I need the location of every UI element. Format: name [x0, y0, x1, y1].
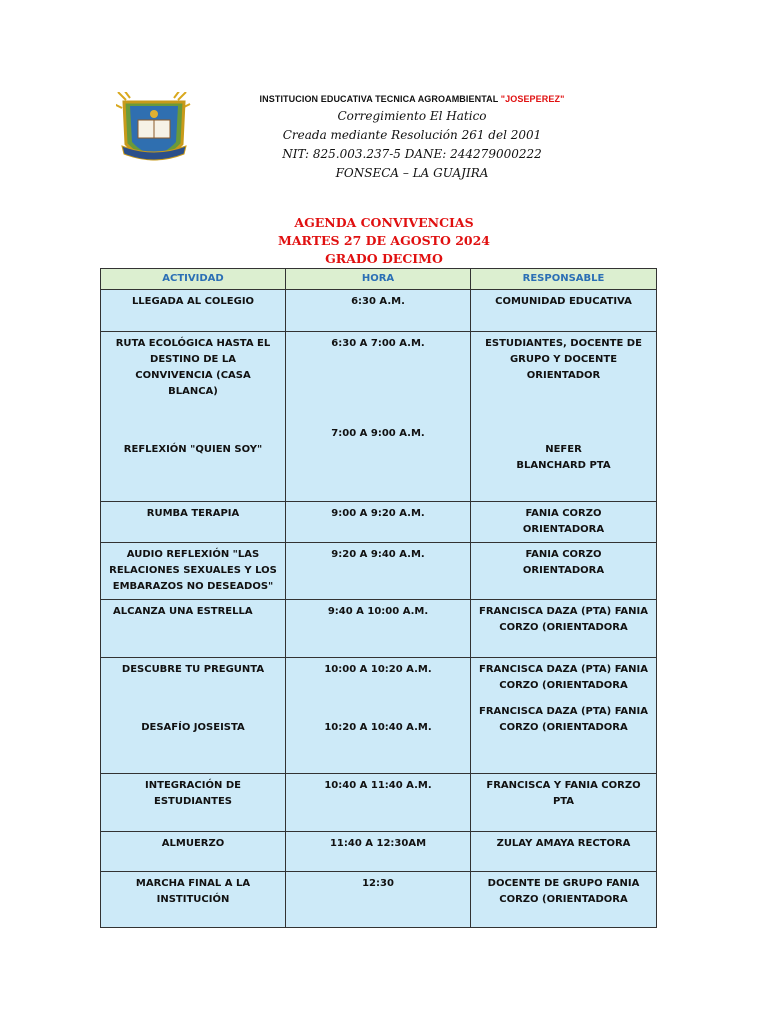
time-cell: 9:20 A 9:40 A.M. [286, 543, 471, 600]
activity-cell: INTEGRACIÓN DE ESTUDIANTES [101, 774, 286, 832]
time-cell: 12:30 [286, 872, 471, 928]
table-row [101, 502, 657, 543]
activity-cell [101, 658, 286, 774]
institution-name: "JOSEPEREZ" [500, 94, 565, 104]
table-row [101, 774, 657, 832]
time-cell: 6:30 A.M. [286, 290, 471, 332]
activity-text: DESCUBRE TU PREGUNTA [121, 664, 265, 675]
institution-prefix: INSTITUCION EDUCATIVA TECNICA AGROAMBIENTAL [259, 94, 501, 104]
responsible-cell: ZULAY AMAYA RECTORA [471, 832, 657, 872]
agenda-grade: GRADO DECIMO [325, 251, 443, 266]
activity-cell: RUMBA TERAPIA [101, 502, 286, 543]
responsible-text-2: NEFER BLANCHARD PTA [516, 444, 611, 471]
agenda-title: AGENDA CONVIVENCIAS [294, 215, 474, 230]
time-cell [286, 658, 471, 774]
responsible-cell [471, 332, 657, 502]
responsible-cell: COMUNIDAD EDUCATIVA [471, 290, 657, 332]
activity-cell: MARCHA FINAL A LA INSTITUCIÓN [101, 872, 286, 928]
activity-text-2: DESAFÍO JOSEISTA [141, 722, 245, 733]
institution-line [232, 94, 592, 104]
activity-cell: ALCANZA UNA ESTRELLA [101, 600, 286, 658]
activity-text-2: REFLEXIÓN "QUIEN SOY" [123, 444, 263, 455]
agenda-titles [234, 214, 534, 268]
responsible-cell [471, 658, 657, 774]
time-cell: 11:40 A 12:30AM [286, 832, 471, 872]
header-line-2: Creada mediante Resolución 261 del 2001 [282, 128, 542, 142]
responsible-text-2: FRANCISCA DAZA (PTA) FANIA CORZO (ORIENTADORA [479, 706, 648, 733]
activity-cell: LLEGADA AL COLEGIO [101, 290, 286, 332]
time-cell: 9:40 A 10:00 A.M. [286, 600, 471, 658]
table-row [101, 872, 657, 928]
column-header-responsible: RESPONSABLE [471, 269, 657, 290]
column-header-time: HORA [286, 269, 471, 290]
table-row [101, 658, 657, 774]
time-cell: 10:40 A 11:40 A.M. [286, 774, 471, 832]
agenda-date: MARTES 27 DE AGOSTO 2024 [278, 233, 490, 248]
table-row [101, 332, 657, 502]
school-crest-logo [116, 92, 192, 176]
responsible-text: FRANCISCA DAZA (PTA) FANIA CORZO (ORIENTADORA [479, 664, 648, 691]
activity-cell: AUDIO REFLEXIÓN "LAS RELACIONES SEXUALES Y LOS EMBARAZOS NO DESEADOS" [101, 543, 286, 600]
table-row [101, 600, 657, 658]
time-text-2: 10:20 A 10:40 A.M. [324, 722, 432, 733]
time-text-2: 7:00 A 9:00 A.M. [331, 428, 425, 439]
activity-text: RUTA ECOLÓGICA HASTA EL DESTINO DE LA CONVIVENCIA (CASA BLANCA) [115, 338, 271, 397]
responsible-cell: DOCENTE DE GRUPO FANIA CORZO (ORIENTADORA [471, 872, 657, 928]
responsible-cell: FANIA CORZO ORIENTADORA [471, 543, 657, 600]
activity-cell [101, 332, 286, 502]
table-row [101, 543, 657, 600]
time-text: 6:30 A 7:00 A.M. [331, 338, 425, 349]
time-cell: 9:00 A 9:20 A.M. [286, 502, 471, 543]
table-header-row [101, 269, 657, 290]
column-header-activity: ACTIVIDAD [101, 269, 286, 290]
responsible-cell: FRANCISCA DAZA (PTA) FANIA CORZO (ORIENTADORA [471, 600, 657, 658]
agenda-table [100, 268, 657, 928]
activity-cell: ALMUERZO [101, 832, 286, 872]
header-line-3: NIT: 825.003.237-5 DANE: 244279000222 [282, 147, 542, 161]
institution-header [232, 94, 592, 180]
responsible-text: ESTUDIANTES, DOCENTE DE GRUPO Y DOCENTE ORIENTADOR [485, 338, 642, 381]
time-text: 10:00 A 10:20 A.M. [324, 664, 432, 675]
table-row [101, 290, 657, 332]
responsible-cell: FRANCISCA Y FANIA CORZO PTA [471, 774, 657, 832]
responsible-cell: FANIA CORZO ORIENTADORA [471, 502, 657, 543]
header-line-1: Corregimiento El Hatico [337, 109, 487, 123]
table-row [101, 832, 657, 872]
time-cell [286, 332, 471, 502]
header-line-4: FONSECA – LA GUAJIRA [335, 166, 489, 180]
